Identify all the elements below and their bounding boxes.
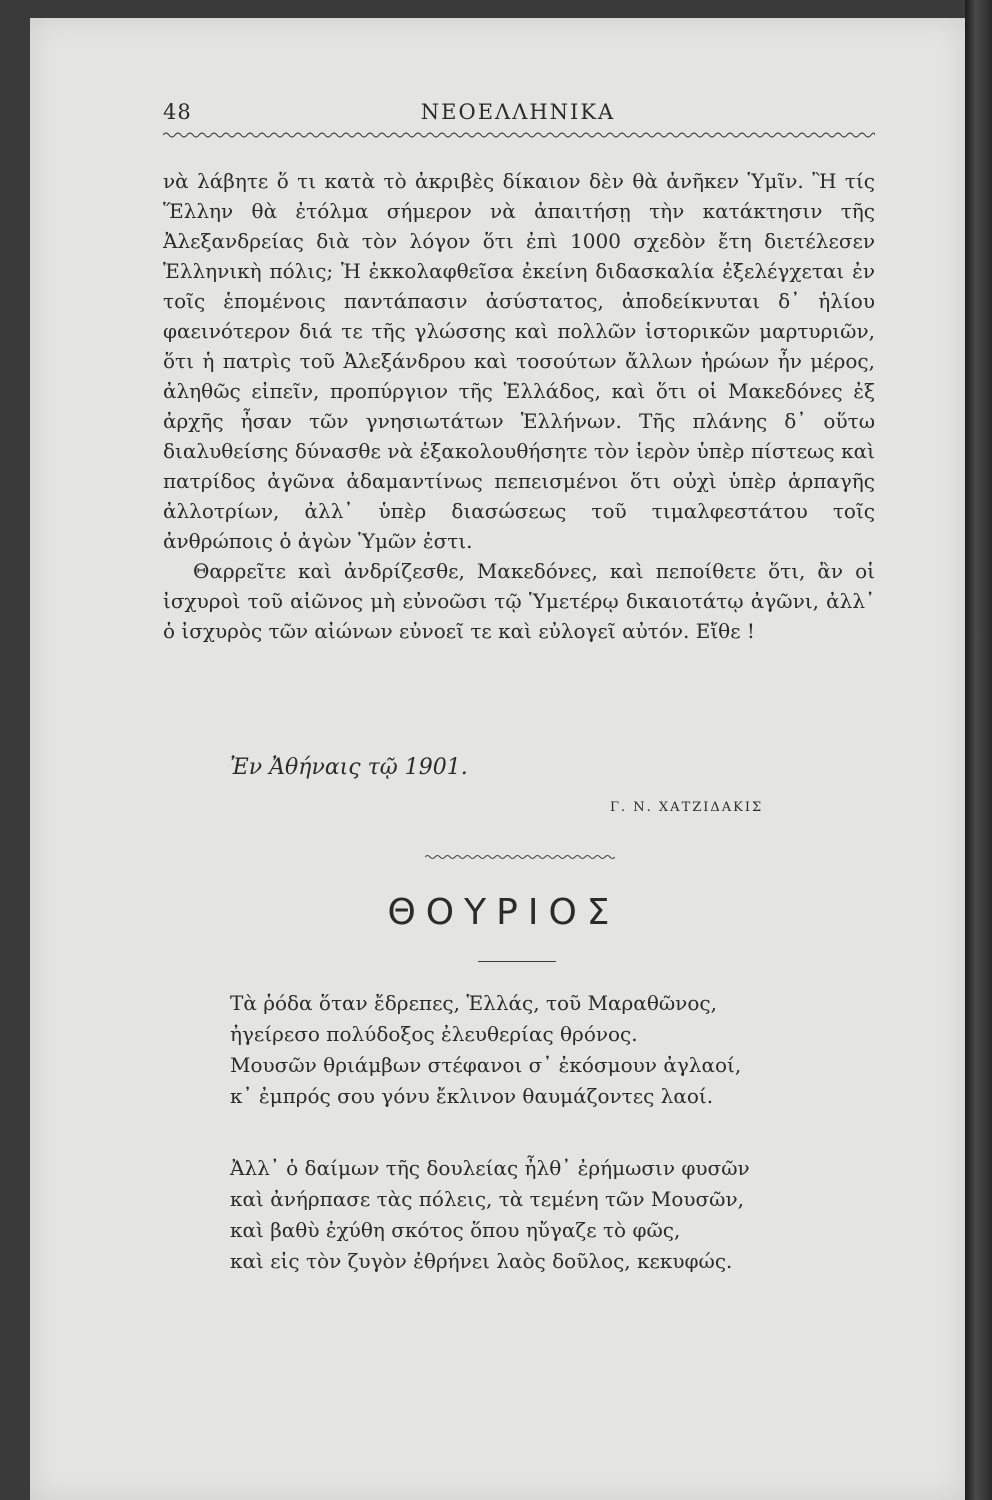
book-edge [965, 0, 992, 1500]
page-header [163, 100, 873, 132]
poem-line: Τὰ ῥόδα ὅταν ἔδρεπες, Ἑλλάς, τοῦ Μαραθῶνος, [230, 991, 717, 1015]
header-wavy-rule [163, 130, 875, 140]
page-number: 48 [163, 100, 192, 124]
poem-stanza-1 [230, 988, 850, 1112]
poem-line: καὶ ἀνήρπασε τὰς πόλεις, τὰ τεμένη τῶν Μουσῶν, [230, 1187, 744, 1211]
poem-line: Ἀλλ᾽ ὁ δαίμων τῆς δουλείας ἦλθ᾽ ἐρήμωσιν φυσῶν [230, 1156, 750, 1180]
title-rule [478, 961, 556, 962]
paragraph-1: νὰ λάβητε ὅ τι κατὰ τὸ ἀκριβὲς δίκαιον δὲν θὰ ἀνῆκεν Ὑμῖν. Ἢ τίς Ἕλλην θὰ ἐτόλμα σήμερον νὰ ἀπαιτήσῃ τὴν κατάκτησιν τῆς Ἀλεξανδρείας διὰ τὸν λόγον ὅτι ἐπὶ 1000 σχεδὸν ἔτη διετέλεσεν Ἑλληνικὴ πόλις; Ἡ ἐκκολαφθεῖσα ἐκείνη διδασκαλία ἐξελέγχεται ἐν τοῖς ἑπομένοις παντάπασιν ἀσύστατος, ἀποδείκνυται δ᾽ ἡλίου φαεινότερον διά τε τῆς γλώσσης καὶ πολλῶν ἱστορικῶν μαρτυριῶν, ὅτι ἡ πατρὶς τοῦ Ἀλεξάνδρου καὶ τοσούτων ἄλλων ἡρώων ἦν μέρος, ἀληθῶς εἰπεῖν, προπύργιον τῆς Ἑλλάδος, καὶ ὅτι οἱ Μακεδόνες ἐξ ἀρχῆς ἦσαν τῶν γνησιωτάτων Ἑλλήνων. Τῆς πλάνης δ᾽ οὕτω διαλυθείσης δύνασθε νὰ ἐξακολουθήσητε τὸν ἱερὸν ὑπὲρ πίστεως καὶ πατρίδος ἀγῶνα ἀδαμαντίνως πεπεισμένοι ὅτι οὐχὶ ὑπὲρ ἁρπαγῆς ἀλλοτρίων, ἀλλ᾽ ὑπὲρ διασώσεως τοῦ τιμαλφεστάτου τοῖς ἀνθρώποις ὁ ἀγὼν Ὑμῶν ἐστι. [163, 169, 875, 553]
section-wavy-rule [425, 853, 615, 861]
paragraph-2: Θαρρεῖτε καὶ ἀνδρίζεσθε, Μακεδόνες, καὶ πεποίθετε ὅτι, ἂν οἱ ἰσχυροὶ τοῦ αἰῶνος μὴ εὐνοῶσι τῷ Ὑμετέρῳ δικαιοτάτῳ ἀγῶνι, ἀλλ᾽ ὁ ἰσχυρὸς τῶν αἰώνων εὐνοεῖ τε καὶ εὐλογεῖ αὐτόν. Εἴθε ! [163, 559, 875, 643]
poem-title: ΘΟΥΡΙΟΣ [387, 892, 620, 933]
poem-line: καὶ εἰς τὸν ζυγὸν ἐθρήνει λαὸς δοῦλος, κεκυφώς. [230, 1249, 733, 1273]
dateline: Ἐν Ἀθήναις τῷ 1901. [230, 755, 468, 780]
poem-line: κ᾽ ἐμπρός σου γόνυ ἔκλινον θαυμάζοντες λαοί. [230, 1084, 714, 1108]
poem-line: καὶ βαθὺ ἐχύθη σκότος ὅπου ηὔγαζε τὸ φῶς, [230, 1218, 681, 1242]
poem-stanza-2 [230, 1153, 850, 1277]
running-title: ΝΕΟΕΛΛΗΝΙΚΑ [420, 100, 616, 124]
article-text [163, 166, 875, 646]
poem-line: Μουσῶν θριάμβων στέφανοι σ᾽ ἐκόσμουν ἀγλαοί, [230, 1053, 742, 1077]
poem-line: ἠγείρεσο πολύδοξος ἐλευθερίας θρόνος. [230, 1022, 638, 1046]
author-signature: Γ. Ν. ΧΑΤΖΙΔΑΚΙΣ [610, 800, 764, 815]
